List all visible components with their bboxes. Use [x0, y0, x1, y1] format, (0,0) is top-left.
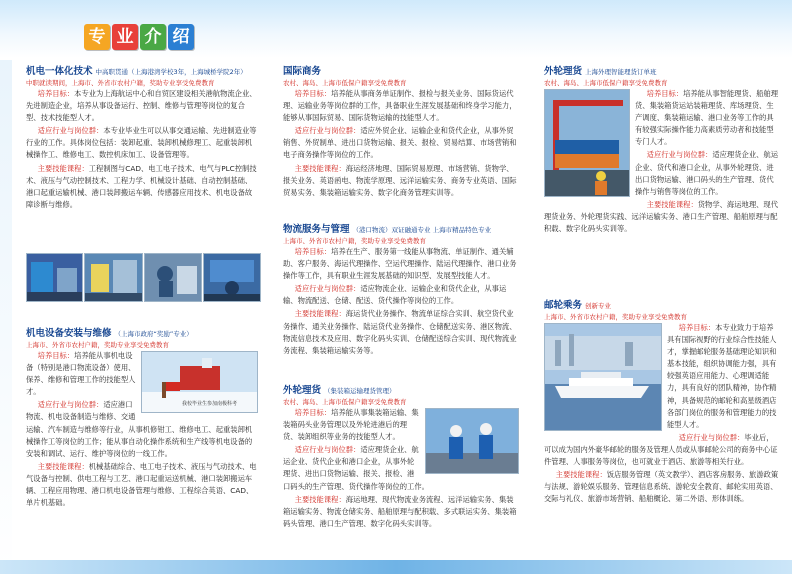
workshop-photo-3: [144, 253, 202, 302]
cruise-ship-photo-image: [545, 324, 661, 430]
section-logistics: [283, 221, 519, 357]
section-subtitle: （上海市政府“奖励”专业）: [114, 330, 193, 338]
section-subtitle: 上海外理智能理货订单班: [585, 68, 657, 76]
paragraph: 适应行业与岗位群：适应物流企业、运输企业和货代企业，从事运输、物流配送、仓储、配送、货代操作等岗位的工作。: [283, 284, 507, 306]
section-note: 上海市、外省市农村户籍，奖助专业享受免费教育: [283, 237, 426, 245]
paragraph: 适应行业与岗位群：本专业毕业生可以从事交通运输、先进制造业等行业的工作。具体岗位包括：装卸起重、装卸机械修理工、起重装卸机械操作工、维修电工、数控机床加工、设备管理等。: [26, 126, 257, 160]
paragraph: 适应行业与岗位群：适应港口物流、机电设备制造与维修、交通运输、汽车制造与维修等行业，从事机修钳工、维修电工、起重装卸机械操作工等岗位的工作；能从事自动化操作系统和生产线等机电设备的安装和调试、运行、维护等岗位的一线工作。: [26, 400, 253, 458]
paragraph: 主要技能课程：工程制图与CAD、电工电子技术、电气与PLC控制技术、液压与气动控制技术、工程力学、机械设计基础、自动控制基础、港口起重运输机械、港口装卸搬运车辆、传感器应用技术、机电设备故障诊断与维修。: [26, 163, 257, 209]
section-title: 机电一体化技术: [26, 66, 93, 77]
section-subtitle: （港口物流）双证融通专业 上海市精品特色专业: [352, 226, 492, 234]
section-title: 国际商务: [283, 66, 322, 77]
banner-char: 专: [84, 24, 110, 50]
cruise-ship-photo: [544, 323, 662, 431]
section-subtitle: （集装箱运输理货管理）: [324, 387, 396, 395]
paragraph: 培养目标：培养在生产、服务第一线能从事物流、单证制作、通关辅助、客户服务、海运代理操作、空运代理操作、陆运代理操作、港口业务操作等工作，具有职业生涯发展基础的知识型、发展型技能人才。: [283, 247, 517, 281]
paragraph: 培养目标：本专业致力于培养具有国际视野的行业综合性技能人才，掌握邮轮服务基础理论知识和基本技能，组织协调能力强，具有较强英语应用能力、心理调适能力，具有良好的团队精神，协作精神，具备规范的邮轮和高星级酒店各部门岗位的服务和管理能力的技能型人才。: [667, 323, 777, 429]
workshop-photo-1: [26, 253, 83, 302]
paragraph: 主要技能课程：海运货代业务操作、物流单证综合实训、航空货代业务操作、通关业务操作、陆运货代业务操作、仓储配送实务、港区物流、物流信息技术及应用、数字化码头实训、仓储配送综合实训、现代物流业务流程、集装箱运输实务等。: [283, 309, 517, 355]
paragraph: 主要技能课程：货物学、海运地理、现代理货业务、外轮理货实践、远洋运输实务、港口生产管理、船舶原理与配积载、数字化码头实训等。: [544, 199, 779, 234]
container-port-photo-image: [545, 90, 629, 196]
paragraph: 主要技能课程：饭店服务管理（英文教学）、酒店客房服务、旅游政策与法规、游轮娱乐服务、管理信息系统、游轮安全教育、邮轮实用英语、交际与礼仪、旅游市场营销、船舶概论、第二外语、形体训练。: [544, 470, 779, 504]
section-cruise-service: [544, 297, 780, 505]
workshop-photo-3-image: [145, 254, 201, 301]
section-note: 上海市、外省市农村户籍，奖助专业享受免费教育: [544, 313, 687, 321]
section-title: 物流服务与管理: [283, 224, 350, 235]
workshop-photo-2: [84, 253, 143, 302]
paragraph: 培养目标：培养能从事智能理货、船舶理货、集装箱货运站装箱理货、库场理货、生产调度、集装箱运输、港口业务等工作的具有较强实际操作能力高素质劳动者和技能型专门人才。: [635, 89, 779, 147]
banner-char: 介: [140, 24, 166, 50]
tally-workers-photo: [425, 408, 519, 474]
workshop-photo-4-image: [204, 254, 260, 301]
paragraph: 主要技能课程：机械基础综合、电工电子技术、液压与气动技术、电气设备与控制、供电工程与工艺、港口起重运送机械、港口装卸搬运车辆、工程应用物理、港口机电设备管理与维修、工程综合英语、CAD、单片机基础。: [26, 461, 257, 508]
section-note: 农村、海岛、上海市低保户籍享受免费教育: [283, 79, 407, 87]
left-strip: [0, 60, 12, 574]
paragraph: 培养目标：本专业为上海航运中心和自贸区建设相关港航物流企业、先进制造企业，培养从事设备运行、控制、维修与管理等岗位的复合型、技术技能型人才。: [26, 89, 257, 123]
paragraph: 适应行业与岗位群：适应理货企业、航运企业、货代和港口企业，从事外轮理货、进出口货物运输、港口码头的生产管理、货代操作与销售等岗位的工作。: [635, 150, 779, 196]
section-subtitle: 创新专业: [585, 302, 612, 310]
paragraph: 培养目标：培养能从事商务单证制作、报检与报关业务、国际货运代理、运输业务等岗位群的工作，具备职业生涯发展基础和终身学习能力，能够从事国际贸易、国际货物运输的技能型人才。: [283, 89, 517, 123]
section-note: 农村、海岛、上海市低保户籍享受免费教育: [544, 79, 668, 87]
container-port-photo: [544, 89, 630, 197]
section-note: 中职就读期间，上海市、外省市农村户籍，奖助专业享受免费教育: [26, 79, 215, 87]
paragraph: 适应行业与岗位群：毕业后，可以成为国内外豪华邮轮的服务及管理人员或从事邮轮公司的商务中心证件管理、人事服务等岗位，也可就业于酒店、旅游等相关行业。: [544, 432, 778, 467]
paragraph: 培养目标：培养能从事集装箱运输、集装箱码头业务管理以及外轮进港后的理货、装卸组织等业务的技能型人才。: [283, 408, 419, 442]
section-note: 农村、海岛、上海市低保户籍享受免费教育: [283, 398, 407, 406]
section-tally-container: [283, 382, 519, 530]
section-title: 邮轮乘务: [544, 300, 583, 311]
section-mechatronics: [26, 63, 258, 211]
section-title: 外轮理货: [283, 385, 322, 396]
section-international-business: [283, 63, 519, 199]
workshop-photo-2-image: [85, 254, 142, 301]
photo-caption: 我校毕业生参加南极科考: [182, 401, 238, 407]
paragraph: 主要技能课程：海运经济地理、国际贸易原理、市场营销、货物学、报关业务、英语函电、物流学原理、远洋运输实务、商务专业英语、国际贸易实务、集装箱运输实务、数字化商务管理实训等。: [283, 163, 517, 197]
section-title: 外轮理货: [544, 66, 583, 77]
banner-char: 业: [112, 24, 138, 50]
section-tally-order-class: [544, 63, 780, 235]
section-title: 机电设备安装与维修: [26, 328, 112, 339]
banner-char: 绍: [168, 24, 194, 50]
bottom-band: [0, 560, 792, 574]
paragraph: 培养目标：培养能从事机电设备（特别是港口物流设备）使用、保养、维修和管理工作的技能型人才。: [26, 351, 136, 397]
paragraph: 适应行业与岗位群：适应理货企业、航运企业、货代企业和港口企业，从事外轮理货、进出口货物运输、报关、报检、港口码头的生产管理、货代操作等岗位的工作。: [283, 445, 429, 491]
paragraph: 主要技能课程：海运地理、现代物流业务流程、远洋运输实务、集装箱运输实务、物流仓储实务、船舶原理与配积载、多式联运实务、集装箱码头管理、港口生产管理、数字化码头实训等。: [283, 494, 517, 528]
workshop-photo-4: [203, 253, 261, 302]
header-banner: [84, 24, 196, 52]
section-equipment-maintenance: [26, 325, 258, 509]
workshop-photo-1-image: [27, 254, 82, 301]
paragraph: 适应行业与岗位群：适应外贸企业、运输企业和货代企业，从事外贸销售、外贸制单、进出口货物运输、报关、报检、贸易结算、市场营销和电子商务操作等岗位的工作。: [283, 126, 517, 160]
antarctic-photo: [141, 351, 258, 413]
section-note: 上海市、外省市农村户籍，奖助专业享受免费教育: [26, 341, 169, 349]
section-subtitle: 中高职贯通（上海港湾学校3年，上海城桥学院2年）: [95, 68, 247, 76]
tally-workers-photo-image: [426, 409, 518, 473]
